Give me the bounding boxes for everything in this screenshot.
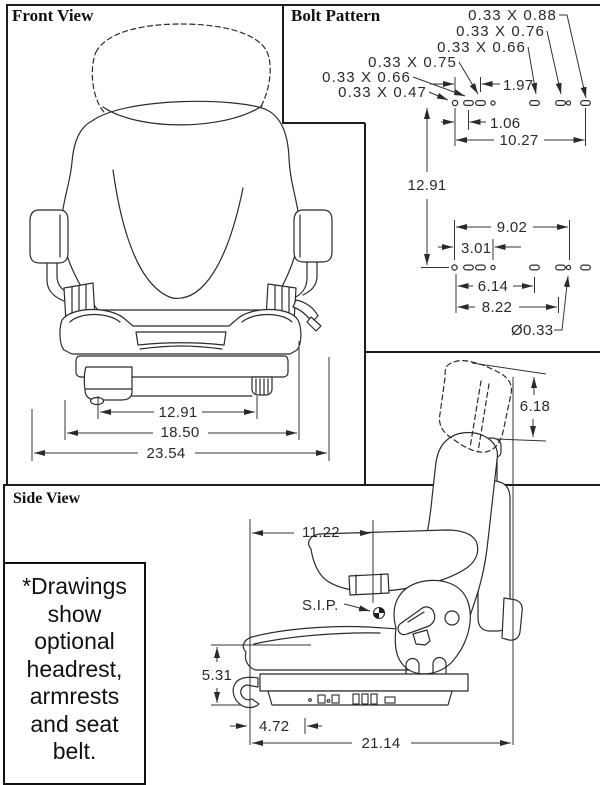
leader-line: [429, 92, 448, 100]
note-line: headrest,: [26, 655, 123, 682]
bolt-row2-near-label: 3.01: [461, 240, 492, 257]
slot-size-label: 0.33 X 0.66: [437, 39, 526, 56]
side-headrest-height-label: 6.18: [519, 398, 551, 415]
bolt-slot: [464, 265, 474, 270]
side-base-tray: [268, 691, 452, 705]
retractor-mount: [502, 598, 522, 640]
bolt-row2-mid-label: 6.14: [477, 278, 509, 295]
front-view-title: Front View: [12, 6, 94, 25]
front-hook: [233, 677, 259, 707]
bolt-pattern-dimensions: [322, 7, 586, 339]
note-line: belt.: [52, 738, 97, 764]
bolt-slot: [476, 265, 486, 270]
slot-size-label: 0.33 X 0.66: [322, 69, 411, 86]
left-armrest: [30, 210, 68, 263]
bolt-hole: [452, 265, 457, 270]
note-line: *Drawings: [22, 573, 127, 599]
slot-size-label: 0.33 X 0.75: [368, 54, 457, 71]
bolt-row1-span-label: 10.27: [499, 132, 539, 149]
bolt-pitch-a-label: 1.06: [490, 115, 521, 132]
sip-target-quadrant: [374, 613, 380, 619]
slot-size-label: 0.33 X 0.47: [338, 84, 427, 101]
bolt-slot: [556, 101, 566, 106]
lever-hook: [307, 317, 321, 331]
plate-bolt-circle: [445, 611, 459, 625]
leader-line: [459, 62, 478, 94]
bolt-row2-far-label: 8.22: [481, 299, 513, 316]
bolt-slot: [530, 101, 540, 106]
front-base-width-label: 12.91: [158, 404, 198, 421]
base-pod: [84, 367, 132, 400]
note-line: show: [47, 600, 102, 627]
side-front-offset-label: 4.72: [259, 718, 290, 735]
side-base-bar: [260, 674, 468, 691]
bolt-hole: [452, 100, 457, 105]
note-line: and seat: [30, 710, 119, 737]
bolt-hole-diameter-label: Ø0.33: [511, 322, 554, 339]
bolt-hole: [566, 101, 570, 105]
note-line: armrests: [29, 683, 120, 709]
leader-line: [344, 604, 370, 611]
bolt-slot: [464, 101, 474, 106]
side-view-title: Side View: [13, 490, 81, 507]
bolt-slot: [581, 265, 591, 270]
leader-line: [554, 276, 568, 330]
base-knob: [252, 377, 272, 395]
bolt-slot: [530, 265, 540, 270]
front-overall-width-label: 23.54: [146, 445, 186, 462]
slot-size-label: 0.33 X 0.88: [468, 7, 557, 24]
bolt-slot: [581, 101, 591, 106]
bolt-row-gap-label: 12.91: [407, 177, 447, 194]
note-line: optional: [34, 628, 115, 654]
side-seat-height-label: 5.31: [201, 667, 233, 684]
note-box: [3, 562, 146, 785]
backrest-outline: [62, 101, 300, 310]
bolt-row2-span-label: 9.02: [496, 219, 528, 236]
base-foot: [91, 398, 104, 405]
slot-size-label: 0.33 X 0.76: [456, 23, 545, 40]
bolt-pattern-title: Bolt Pattern: [291, 6, 381, 25]
leader-line: [559, 15, 586, 98]
leader-line: [547, 31, 561, 94]
side-sip-depth-label: 11.22: [302, 524, 340, 541]
front-view-drawing: [30, 24, 332, 405]
side-overall-depth-label: 21.14: [361, 735, 401, 752]
front-cushion-width-label: 18.50: [160, 424, 200, 441]
bolt-hole: [491, 265, 495, 269]
sip-label: S.I.P.: [302, 597, 339, 614]
bolt-slot: [556, 265, 566, 270]
sip-target-quadrant: [379, 608, 385, 614]
bolt-hole: [491, 101, 495, 105]
bolt-slot: [476, 101, 486, 106]
armrest-mount-bracket: [349, 574, 389, 595]
bolt-hole: [566, 265, 570, 269]
bolt-pitch-b-label: 1.97: [503, 77, 534, 94]
side-view-drawing: [233, 361, 522, 708]
